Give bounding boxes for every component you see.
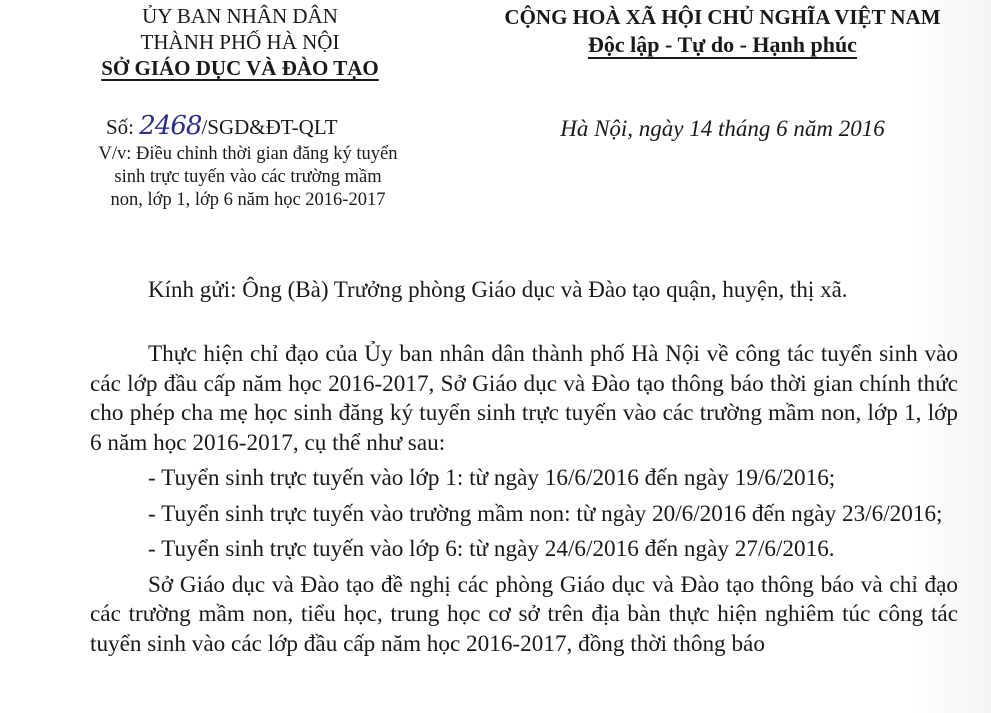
recipient-line: Kính gửi: Ông (Bà) Trưởng phòng Giáo dục và Đào tạo quận, huyện, thị xã. — [148, 277, 848, 302]
subject-line-2: sinh trực tuyến vào các trường mầm — [114, 167, 382, 187]
national-motto: Độc lập - Tự do - Hạnh phúc — [588, 32, 857, 57]
subject-line-3: non, lớp 1, lớp 6 năm học 2016-2017 — [110, 190, 386, 210]
document-number — [106, 112, 338, 141]
doc-number-prefix: Số: — [106, 115, 140, 139]
document-body — [90, 340, 958, 659]
subject-line-1: V/v: Điều chỉnh thời gian đăng ký tuyển — [98, 144, 398, 164]
body-paragraph-intro: Thực hiện chỉ đạo của Ủy ban nhân dân thành phố Hà Nội về công tác tuyển sinh vào các lớp đầu cấp năm học 2016-2017, Sở Giáo dục và Đào tạo thông báo thời gian chính thức cho phép cha mẹ học sinh đăng ký tuyển sinh trực tuyến vào các trường mầm non, lớp 1, lớp 6 năm học 2016-2017, cụ thể như sau: — [90, 341, 958, 456]
place-and-date: Hà Nội, ngày 14 tháng 6 năm 2016 — [560, 116, 885, 141]
authority-line-2: THÀNH PHỐ HÀ NỘI — [140, 30, 340, 54]
country-name: CỘNG HOÀ XÃ HỘI CHỦ NGHĨA VIỆT NAM — [504, 5, 941, 29]
bullet-grade-1: - Tuyển sinh trực tuyến vào lớp 1: từ ngày 16/6/2016 đến ngày 19/6/2016; — [148, 465, 836, 491]
authority-department: SỞ GIÁO DỤC VÀ ĐÀO TẠO — [101, 56, 379, 80]
authority-line-1: ỦY BAN NHÂN DÂN — [142, 4, 338, 28]
body-paragraph-request: Sở Giáo dục và Đào tạo đề nghị các phòng Giáo dục và Đào tạo thông báo và chỉ đạo các trường mầm non, tiểu học, trung học cơ sở trên địa bàn thực hiện nghiêm túc công tác tuyển sinh vào các lớp đầu cấp năm học 2016-2017, đồng thời thông báo — [90, 571, 958, 657]
issuing-authority — [60, 3, 420, 81]
national-header — [470, 3, 975, 59]
doc-number-suffix: /SGD&ĐT-QLT — [201, 115, 338, 139]
bullet-grade-6: - Tuyển sinh trực tuyến vào lớp 6: từ ngày 24/6/2016 đến ngày 27/6/2016. — [148, 536, 835, 562]
document-subject — [48, 143, 448, 212]
handwritten-number: 2468 — [139, 111, 202, 141]
bullet-preschool: - Tuyển sinh trực tuyến vào trường mầm non: từ ngày 20/6/2016 đến ngày 23/6/2016; — [148, 500, 943, 527]
